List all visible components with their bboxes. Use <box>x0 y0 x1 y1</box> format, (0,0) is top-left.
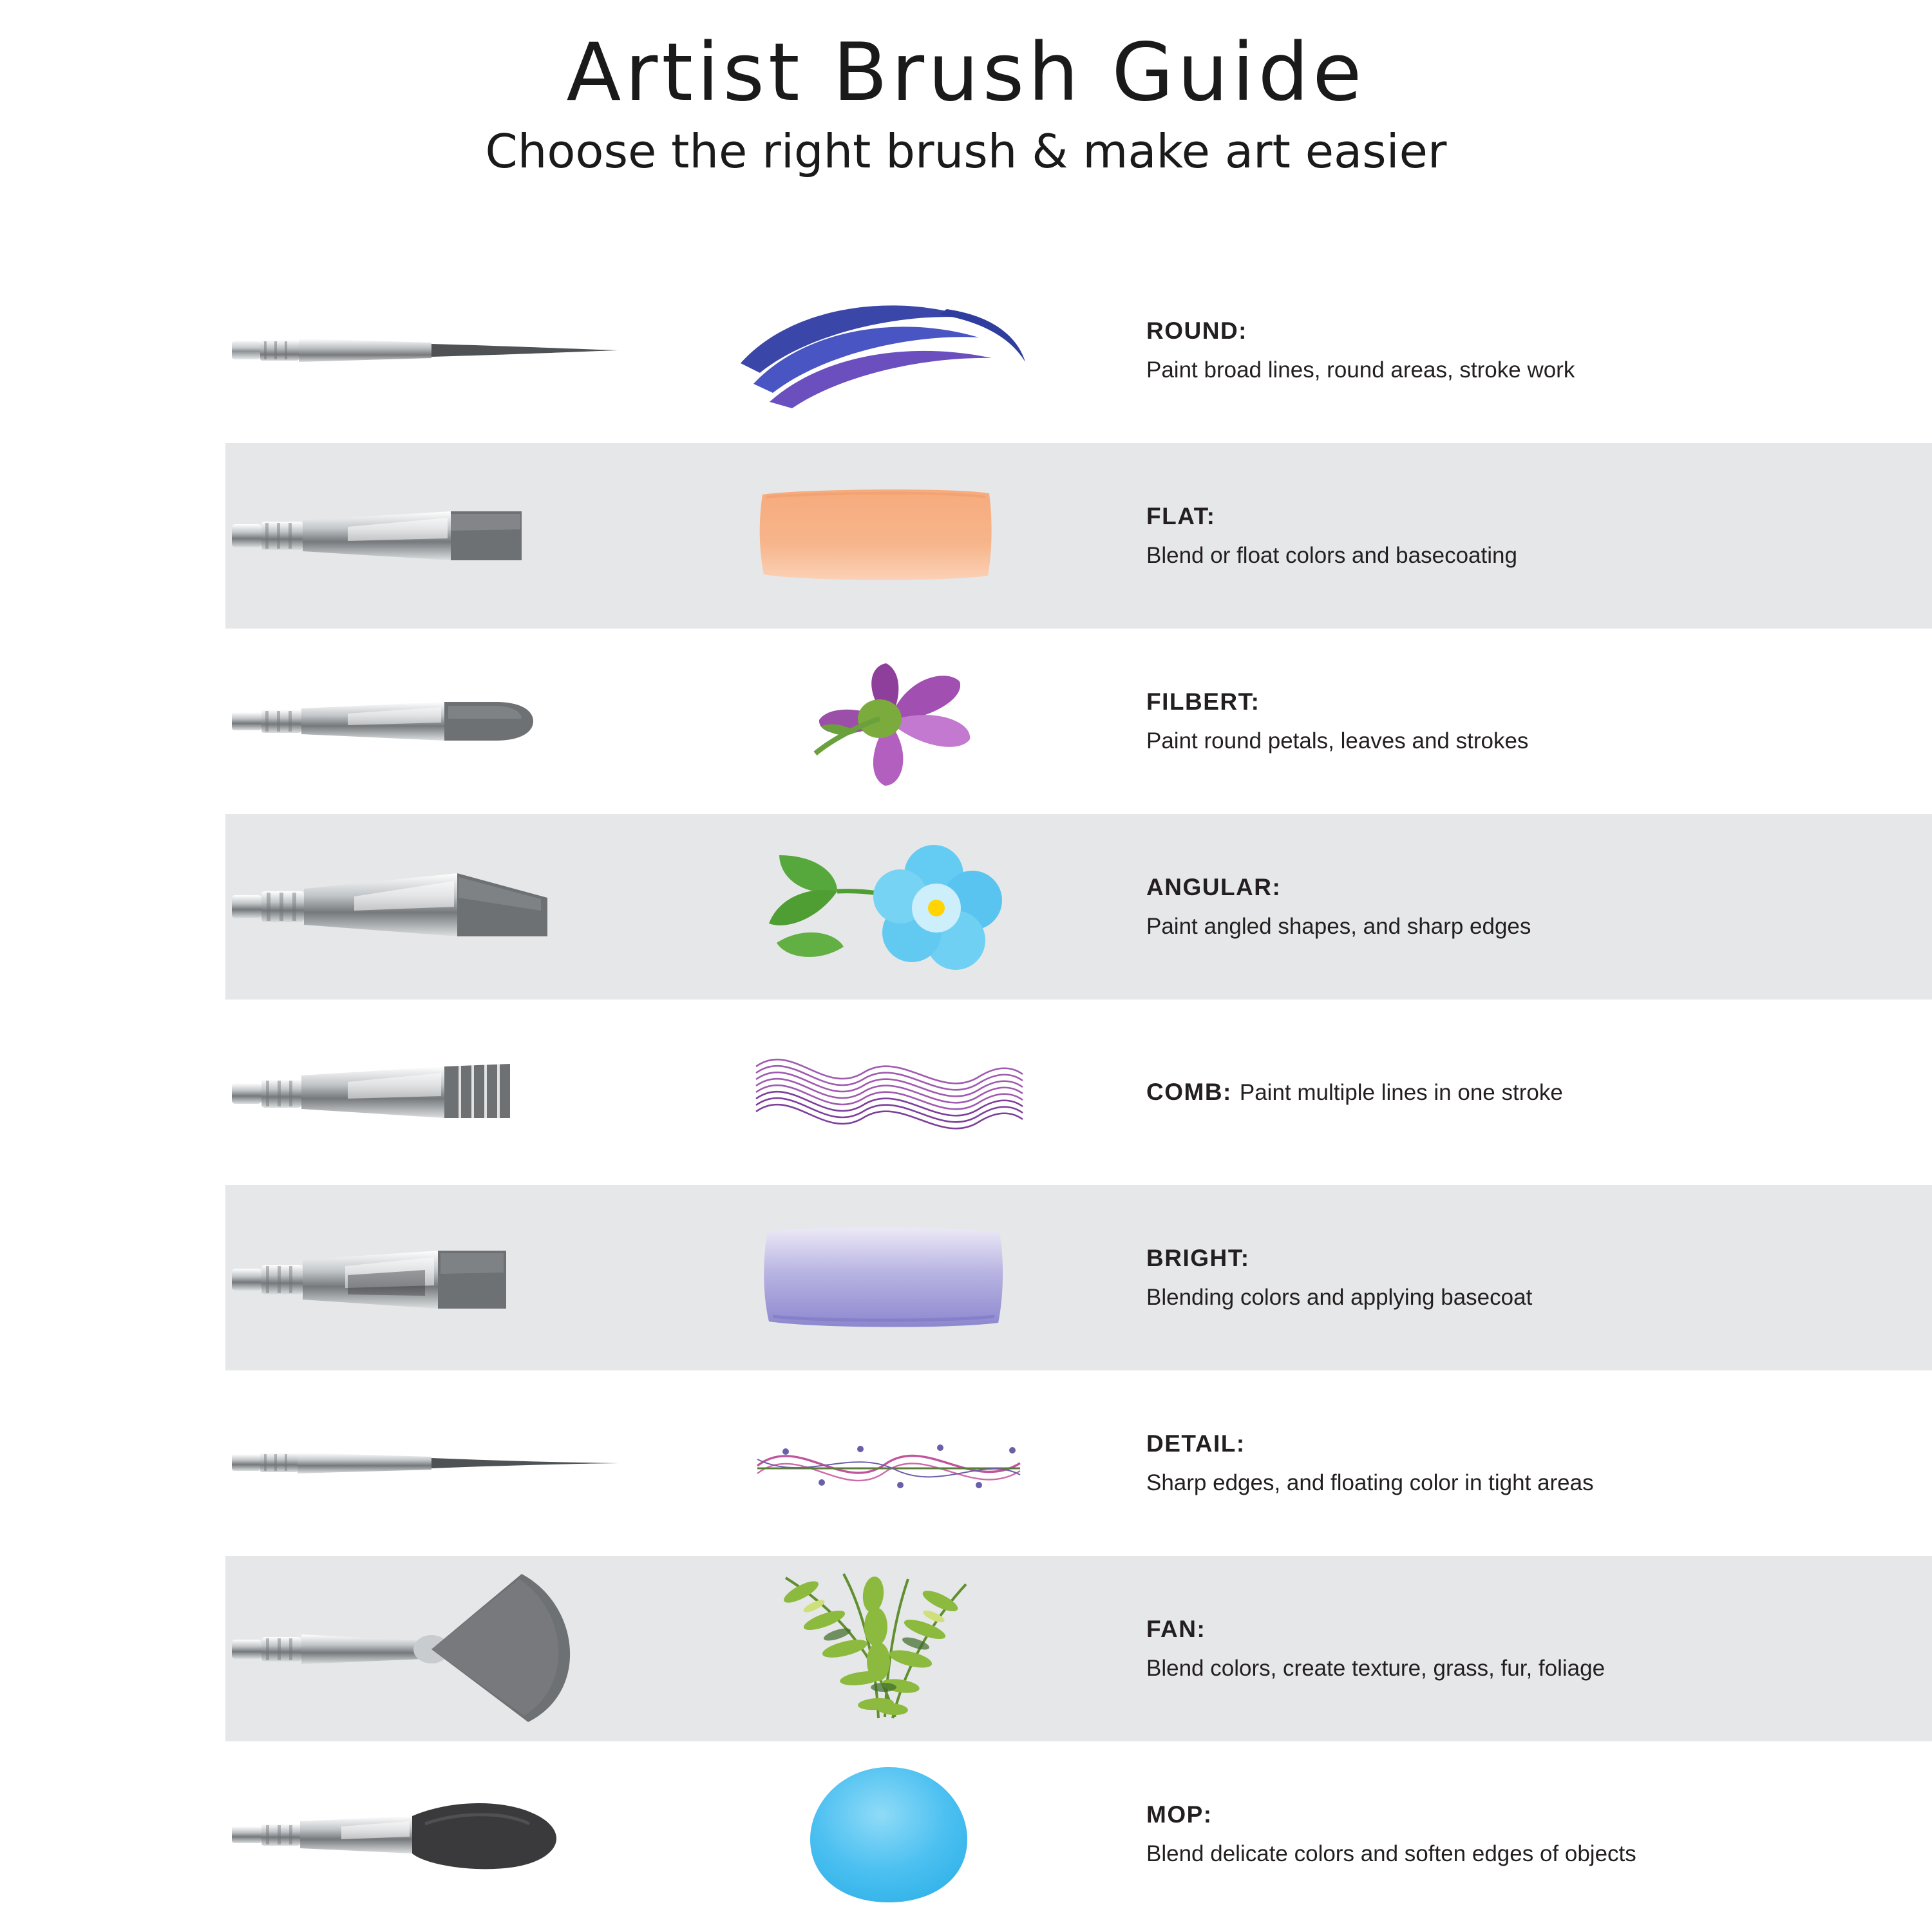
stroke-sample-detail <box>708 1370 1069 1556</box>
brush-name: ANGULAR: <box>1146 874 1282 901</box>
brush-image-comb <box>219 999 708 1185</box>
brush-row-list <box>0 258 1932 1927</box>
mop-brush-icon <box>219 1770 708 1899</box>
brush-description: Blend or float colors and basecoating <box>1146 543 1517 569</box>
stroke-sample-comb <box>708 999 1069 1185</box>
stroke-sample-round <box>708 258 1069 443</box>
stroke-sample-angular <box>708 814 1069 999</box>
comb-brush-icon <box>219 1028 708 1157</box>
purple-flower-stroke <box>753 644 1024 799</box>
purple-wavy-lines-stroke <box>747 1034 1030 1150</box>
brush-text-angular <box>1069 814 1932 999</box>
brush-image-mop <box>219 1741 708 1927</box>
brush-name: FILBERT: <box>1146 688 1260 715</box>
stroke-sample-bright <box>708 1185 1069 1370</box>
brush-text-detail <box>1069 1370 1932 1556</box>
brush-row-angular <box>225 814 1932 999</box>
brush-text-filbert <box>1069 629 1932 814</box>
brush-description: Paint angled shapes, and sharp edges <box>1146 914 1531 940</box>
brush-image-round <box>219 258 708 443</box>
peach-block-stroke <box>753 478 1024 594</box>
brush-name: BRIGHT: <box>1146 1245 1250 1272</box>
angular-brush-icon <box>219 836 708 978</box>
brush-row-fan <box>225 1556 1932 1741</box>
lavender-block-stroke <box>753 1220 1024 1336</box>
brush-name: ROUND: <box>1146 317 1247 345</box>
brush-text-bright <box>1069 1185 1932 1370</box>
blue-flower-leaf-stroke <box>741 829 1037 984</box>
brush-text-fan <box>1069 1556 1932 1741</box>
brush-row-detail <box>225 1370 1932 1556</box>
fan-brush-icon <box>219 1565 708 1732</box>
brush-image-angular <box>219 814 708 999</box>
brush-image-detail <box>219 1370 708 1556</box>
brush-description: Blending colors and applying basecoat <box>1146 1285 1533 1311</box>
brush-image-bright <box>219 1185 708 1370</box>
thin-wavy-lines-stroke <box>747 1418 1030 1508</box>
brush-text-mop <box>1069 1741 1932 1927</box>
brush-name: MOP: <box>1146 1801 1213 1828</box>
brush-row-flat <box>225 443 1932 629</box>
brush-description: Sharp edges, and floating color in tight areas <box>1146 1470 1594 1496</box>
brush-text-comb <box>1069 999 1932 1185</box>
brush-row-comb <box>225 999 1932 1185</box>
brush-name: FAN: <box>1146 1616 1206 1643</box>
brush-image-flat <box>219 443 708 629</box>
brush-description: Blend colors, create texture, grass, fur, foliage <box>1146 1656 1605 1681</box>
brush-text-flat <box>1069 443 1932 629</box>
round-brush-icon <box>219 286 708 415</box>
blue-swoosh-stroke <box>734 286 1043 415</box>
brush-name: FLAT: <box>1146 503 1216 530</box>
brush-name: DETAIL: <box>1146 1430 1245 1457</box>
page-subtitle: Choose the right brush & make art easier <box>485 124 1447 179</box>
bright-brush-icon <box>219 1213 708 1342</box>
brush-text-round <box>1069 258 1932 443</box>
stroke-sample-filbert <box>708 629 1069 814</box>
stroke-sample-fan <box>708 1556 1069 1741</box>
stroke-sample-mop <box>708 1741 1069 1927</box>
brush-description: Paint multiple lines in one stroke <box>1239 1080 1563 1106</box>
page-header <box>0 0 1932 180</box>
brush-description: Paint round petals, leaves and strokes <box>1146 728 1529 754</box>
brush-row-round <box>225 258 1932 443</box>
stroke-sample-flat <box>708 443 1069 629</box>
brush-description: Paint broad lines, round areas, stroke work <box>1146 357 1575 383</box>
brush-row-filbert <box>225 629 1932 814</box>
brush-description: Blend delicate colors and soften edges of objects <box>1146 1841 1636 1867</box>
green-fern-stroke <box>747 1565 1030 1732</box>
brush-image-fan <box>219 1556 708 1741</box>
flat-brush-icon <box>219 471 708 600</box>
brush-name: COMB: <box>1146 1079 1232 1106</box>
filbert-brush-icon <box>219 657 708 786</box>
brush-row-mop <box>225 1741 1932 1927</box>
brush-row-bright <box>225 1185 1932 1370</box>
blue-circle-stroke <box>786 1757 992 1911</box>
brush-image-filbert <box>219 629 708 814</box>
detail-brush-icon <box>219 1412 708 1515</box>
page-title: Artist Brush Guide <box>566 26 1366 119</box>
